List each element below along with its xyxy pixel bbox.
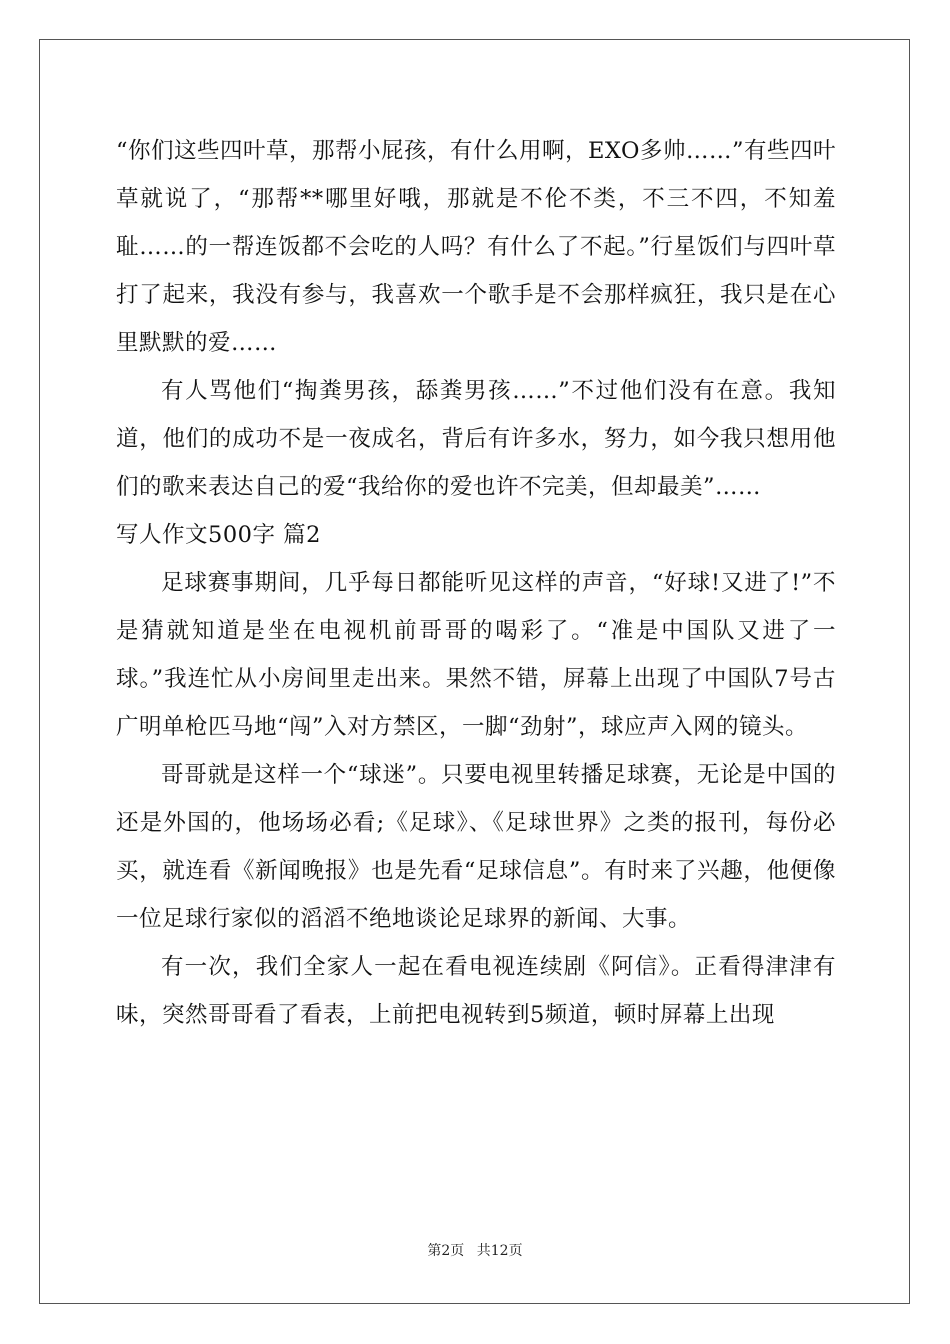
paragraph: 有一次，我们全家人一起在看电视连续剧《阿信》。正看得津津有味，突然哥哥看了看表，上前把电视转到5频道，顿时屏幕上出现 [116, 954, 836, 1028]
paragraph: 有人骂他们“掏粪男孩，舔粪男孩……”不过他们没有在意。我知道，他们的成功不是一夜成名，背后有许多水，努力，如今我只想用他们的歌来表达自己的爱“我给你的爱也许不完美，但却最美”…… [116, 378, 836, 500]
section-heading: 写人作文500字 篇2 [116, 522, 321, 548]
paragraph: 足球赛事期间，几乎每日都能听见这样的声音，“好球!又进了!”不是猜就知道是坐在电视机前哥哥的喝彩了。“准是中国队又进了一球。”我连忙从小房间里走出来。果然不错，屏幕上出现了中国队7号古广明单枪匹马地“闯”入对方禁区，一脚“劲射”，球应声入网的镜头。 [116, 570, 836, 740]
paragraph: 哥哥就是这样一个“球迷”。只要电视里转播足球赛，无论是中国的还是外国的，他场场必看;《足球》、《足球世界》之类的报刊，每份必买，就连看《新闻晚报》也是先看“足球信息”。有时来了兴趣，他便像一位足球行家似的滔滔不绝地谈论足球界的新闻、大事。 [116, 762, 836, 932]
page-number: 第2页 [427, 1243, 465, 1259]
paragraph: “你们这些四叶草，那帮小屁孩，有什么用啊，EXO多帅……”有些四叶草就说了，“那帮**哪里好哦，那就是不伦不类，不三不四，不知羞耻……的一帮连饭都不会吃的人吗？有什么了不起。”行星饭们与四叶草打了起来，我没有参与，我喜欢一个歌手是不会那样疯狂，我只是在心里默默的爱…… [116, 138, 836, 356]
page-footer [0, 1240, 950, 1260]
page-total: 共12页 [476, 1243, 523, 1259]
document-body [116, 127, 836, 1039]
